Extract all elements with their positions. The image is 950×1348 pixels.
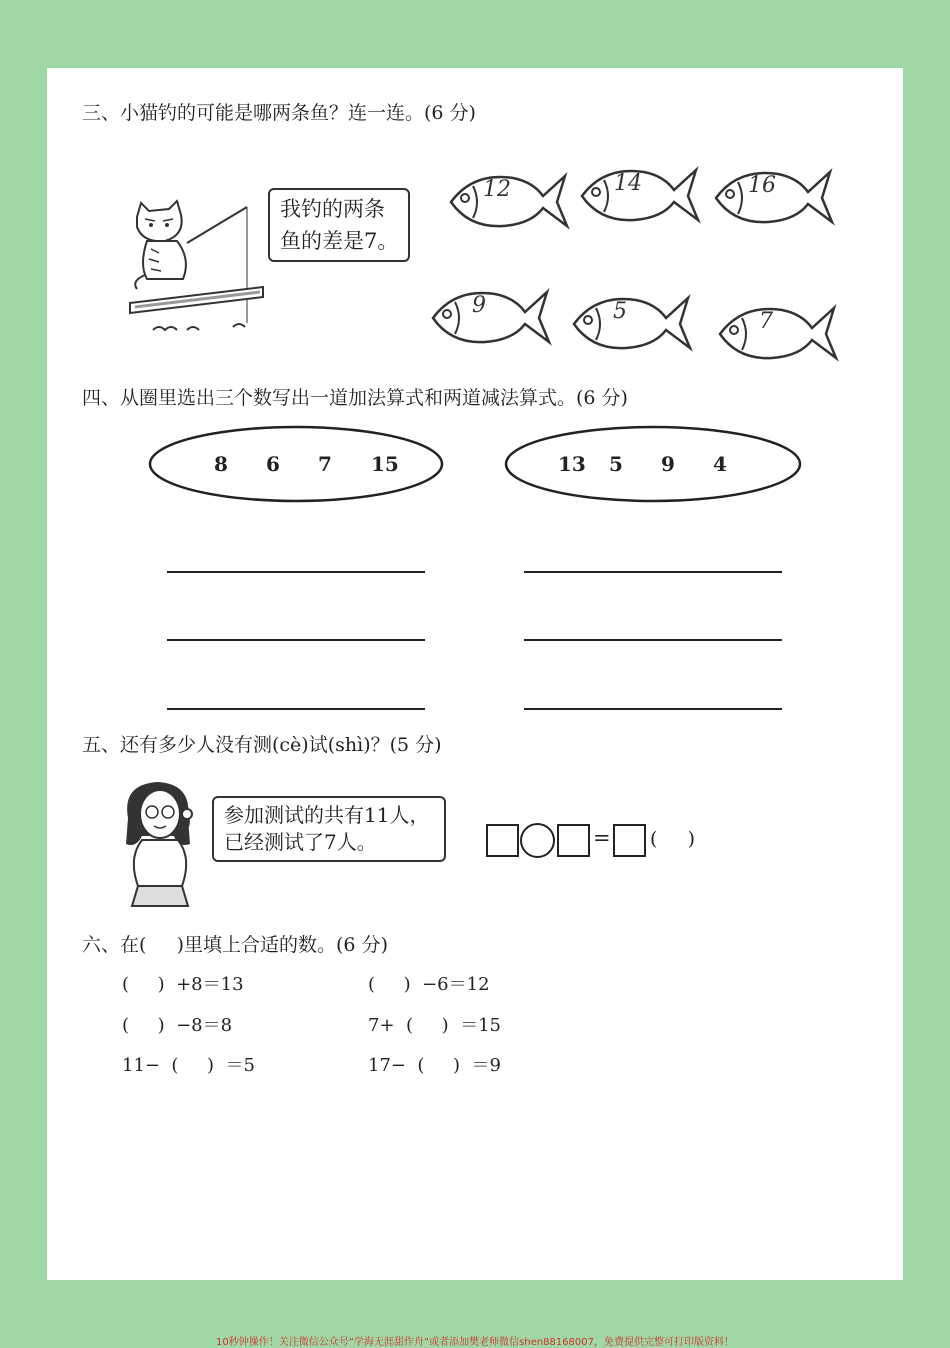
answer-box-2[interactable] xyxy=(557,824,590,857)
number-oval-left xyxy=(147,424,445,504)
fish-number: 7 xyxy=(759,309,773,334)
teacher-speech-line-1: 参加测试的共有11人， xyxy=(224,803,430,827)
teacher-speech-line-2: 已经测试了7人。 xyxy=(224,830,377,854)
footer-promo-text: 10秒钟操作！关注微信公众号“学海无涯甜作舟”或者添加樊老师微信shen88168007，免费提供完整可打印版资料！ xyxy=(215,1337,735,1348)
fish-12[interactable] xyxy=(443,164,573,234)
fill-blank-item[interactable]: ( ) −8＝8 xyxy=(122,1015,233,1036)
teacher-speech-bubble xyxy=(212,796,446,862)
cat-speech-line-2: 鱼的差是7。 xyxy=(280,229,399,253)
q3-title: 三、小猫钓的可能是哪两条鱼？连一连。(6 分) xyxy=(82,102,476,124)
cat-speech-line-1: 我钓的两条 xyxy=(280,197,385,221)
fill-blank-item[interactable]: 7+ ( ) ＝15 xyxy=(368,1015,501,1036)
answer-line[interactable] xyxy=(167,639,425,641)
fish-number: 12 xyxy=(483,177,511,202)
fish-5[interactable] xyxy=(566,286,696,356)
fill-blank-item[interactable]: 17− ( ) ＝9 xyxy=(368,1055,501,1076)
oval-left-number: 6 xyxy=(266,452,280,476)
q4-title: 四、从圈里选出三个数写出一道加法算式和两道减法算式。(6 分) xyxy=(82,387,628,409)
fill-blank-item[interactable]: 11− ( ) ＝5 xyxy=(122,1055,255,1076)
number-oval-right xyxy=(503,424,803,504)
q5-title: 五、还有多少人没有测(cè)试(shì)？(5 分) xyxy=(82,734,442,756)
oval-left-number: 7 xyxy=(318,452,332,476)
fish-7[interactable] xyxy=(712,296,842,366)
answer-line[interactable] xyxy=(524,708,782,710)
fill-blank-item[interactable]: ( ) −6＝12 xyxy=(368,974,490,995)
fish-9[interactable] xyxy=(425,280,555,350)
operator-circle[interactable] xyxy=(520,823,555,858)
cat-speech-bubble xyxy=(268,188,410,262)
fish-number: 16 xyxy=(748,173,776,198)
answer-line[interactable] xyxy=(167,571,425,573)
oval-right-number: 9 xyxy=(661,452,675,476)
fish-14[interactable] xyxy=(574,158,704,228)
unit-parentheses[interactable]: ( ) xyxy=(650,828,696,850)
cat-fishing-illustration xyxy=(125,195,270,335)
answer-line[interactable] xyxy=(167,708,425,710)
fish-number: 9 xyxy=(472,293,486,318)
fish-16[interactable] xyxy=(708,160,838,230)
teacher-illustration xyxy=(118,778,208,908)
oval-right-number: 13 xyxy=(558,452,586,476)
q6-title: 六、在( )里填上合适的数。(6 分) xyxy=(82,934,388,956)
oval-right-number: 5 xyxy=(609,452,623,476)
fish-number: 5 xyxy=(613,299,627,324)
fish-number: 14 xyxy=(614,171,642,196)
answer-line[interactable] xyxy=(524,571,782,573)
oval-right-number: 4 xyxy=(713,452,727,476)
answer-line[interactable] xyxy=(524,639,782,641)
oval-left-number: 8 xyxy=(214,452,228,476)
oval-left-number: 15 xyxy=(371,452,399,476)
answer-box-1[interactable] xyxy=(486,824,519,857)
answer-box-3[interactable] xyxy=(613,824,646,857)
fill-blank-item[interactable]: ( ) +8＝13 xyxy=(122,974,244,995)
equals-sign: = xyxy=(593,826,611,850)
